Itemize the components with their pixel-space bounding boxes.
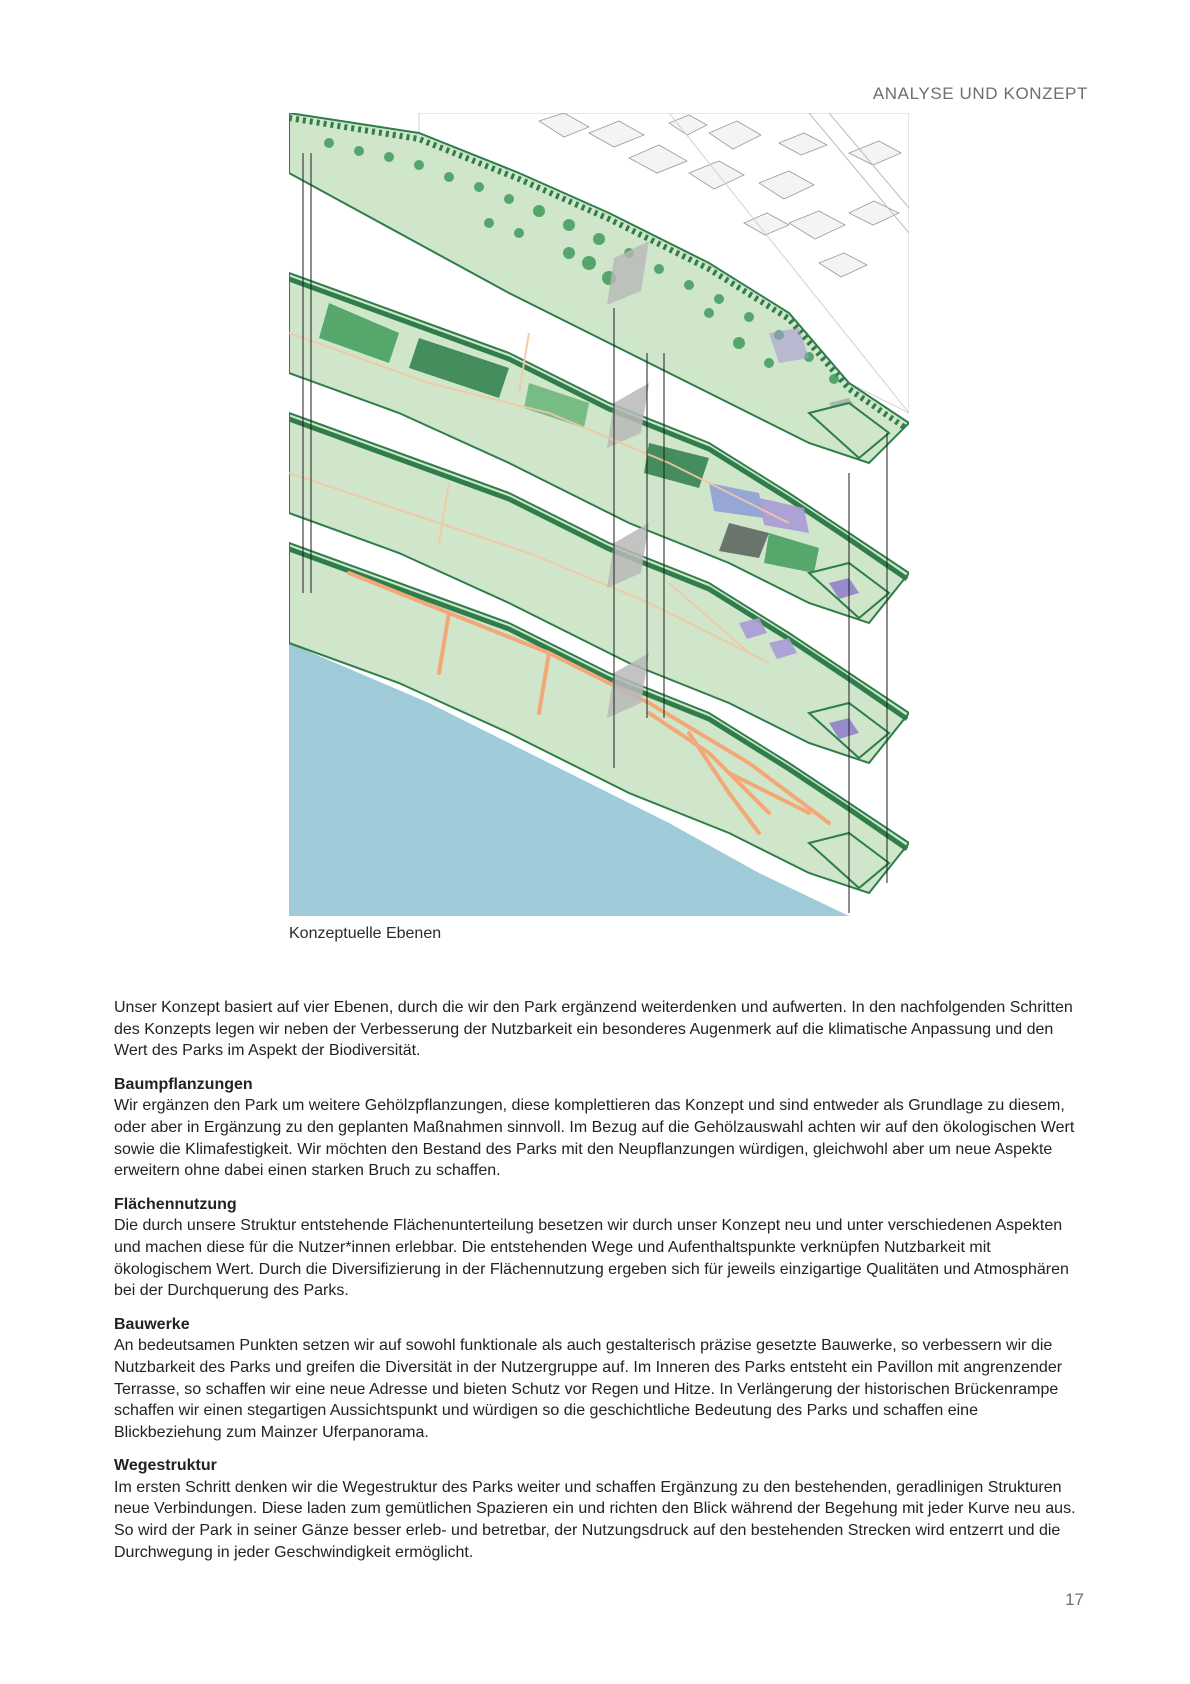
section-wegestruktur bbox=[114, 1455, 1086, 1563]
section-heading: Flächennutzung bbox=[114, 1195, 237, 1213]
intro-paragraph: Unser Konzept basiert auf vier Ebenen, durch die wir den Park ergänzend weiterdenken und aufwerten. In den nachfolgenden Schritten des Konzepts legen wir neben der Verbesserung der Nutzbarkeit ein besonderes Augenmerk auf die klimatische Anpassung und den Wert des Parks im Aspekt der Biodiversität. bbox=[114, 999, 1073, 1060]
section-paragraph: An bedeutsamen Punkten setzen wir auf sowohl funktionale als auch gestalterisch präzise gesetzte Bauwerke, so verbessern wir die Nutzbarkeit des Parks und greifen die Diversität in der Nutzergruppe auf. Im Inneren des Parks entsteht ein Pavillon mit angrenzender Terrasse, so schaffen wir eine neue Adresse und bieten Schutz vor Regen und Hitze. In Verlängerung der historischen Brückenrampe schaffen wir einen stegartigen Aussichtspunkt und würdigen so die geschichtliche Bedeutung des Parks und schaffen eine Blickbeziehung zum Mainzer Uferpanorama. bbox=[114, 1337, 1063, 1441]
section-bauwerke bbox=[114, 1314, 1086, 1444]
concept-layers-illustration bbox=[289, 113, 909, 916]
running-header: ANALYSE UND KONZEPT bbox=[872, 84, 1088, 103]
section-heading: Baumpflanzungen bbox=[114, 1075, 253, 1093]
section-baumpflanzungen bbox=[114, 1074, 1086, 1182]
page-number: 17 bbox=[1065, 1590, 1084, 1609]
body-text bbox=[114, 997, 1086, 1575]
section-paragraph: Im ersten Schritt denken wir die Wegestruktur des Parks weiter und schaffen Ergänzung zu den bestehenden, geradlinigen Strukturen neue Verbindungen. Diese laden zum gemütlichen Spazieren ein und richten den Blick während der Begehung mit jeder Kurve neu aus. So wird der Park in seiner Gänze besser erleb- und betretbar, der Nutzungsdruck auf den bestehenden Strecken wird entzerrt und die Durchwegung in jeder Geschwindigkeit ermöglicht. bbox=[114, 1478, 1076, 1561]
section-heading: Wegestruktur bbox=[114, 1457, 217, 1475]
section-flaechennutzung bbox=[114, 1194, 1086, 1302]
figure-caption: Konzeptuelle Ebenen bbox=[289, 925, 442, 942]
section-paragraph: Wir ergänzen den Park um weitere Gehölzpflanzungen, diese komplettieren das Konzept und sind entweder als Grundlage zu diesem, oder aber in Ergänzung zu den geplanten Maßnahmen sinnvoll. Im Bezug auf die Gehölzauswahl achten wir auf den ökologischen Wert sowie die Klimafestigkeit. Wir möchten den Bestand des Parks mit den Neupflanzungen würdigen, gleichwohl aber um neue Aspekte erweitern ohne dabei einen starken Bruch zu schaffen. bbox=[114, 1097, 1075, 1180]
section-heading: Bauwerke bbox=[114, 1315, 190, 1333]
section-paragraph: Die durch unsere Struktur entstehende Flächenunterteilung besetzen wir durch unser Konzept neu und unter verschiedenen Aspekten und machen diese für die Nutzer*innen erlebbar. Die entstehenden Wege und Aufenthaltspunkte verknüpfen Nutzbarkeit mit ökologischem Wert. Durch die Diversifizierung in der Flächennutzung ergeben sich für jeweils einzigartige Qualitäten und Atmosphären bei der Durchquerung des Parks. bbox=[114, 1217, 1069, 1300]
concept-layers-figure bbox=[289, 113, 909, 916]
